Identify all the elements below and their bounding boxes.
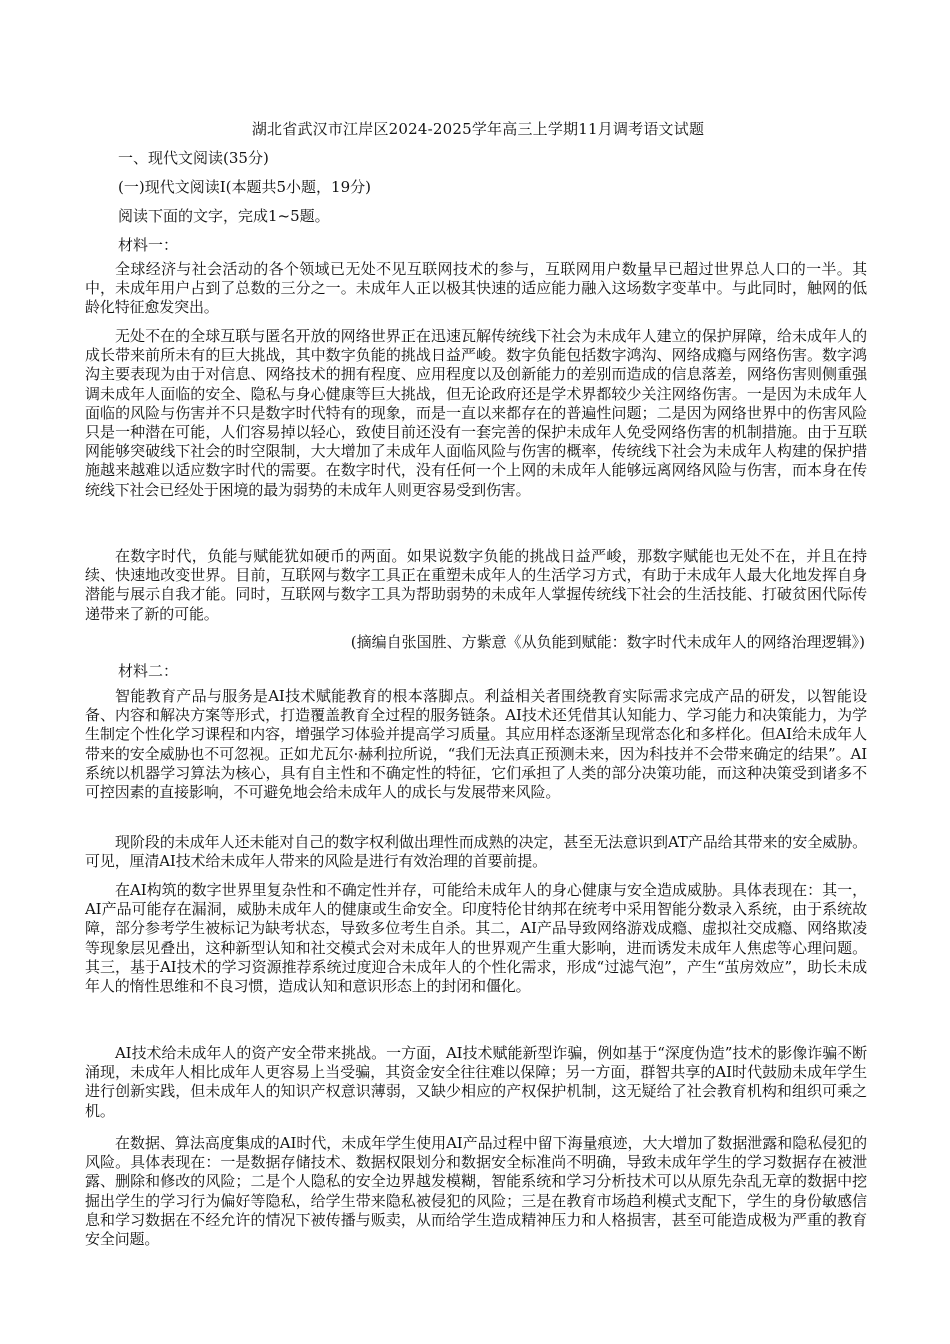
exam-title: 湖北省武汉市江岸区2024-2025学年高三上学期11月调考语文试题 xyxy=(251,120,705,138)
material-one-source: (摘编自张国胜、方紫意《从负能到赋能：数字时代未成年人的网络治理逻辑》) xyxy=(350,633,865,651)
material-two-paragraph: 智能教育产品与服务是AI技术赋能教育的根本落脚点。利益相关者围绕教育实际需求完成产品的研发，以智能设备、内容和解决方案等形式，打造覆盖教育全过程的服务链条。AI技术还凭借其认知能力、学习能力和决策能力，为学生制定个性化学习课程和内容，增强学习体验并提高学习质量。其应用样态逐渐呈现常态化和多样化。但AI给未成年人带来的安全威胁也不可忽视。正如尤瓦尔·赫利拉所说，“我们无法真正预测未来，因为科技并不会带来确定的结果”。AI系统以机器学习算法为核心，具有自主性和不确定性的特征，它们承担了人类的部分决策功能，而这种决策受到诸多不可控因素的直接影响，不可避免地会给未成年人的成长与发展带来风险。 xyxy=(85,687,867,802)
material-one-paragraph: 在数字时代，负能与赋能犹如硬币的两面。如果说数字负能的挑战日益严峻，那数字赋能也无处不在，并且在持续、快速地改变世界。目前，互联网与数字工具正在重塑未成年人的生活学习方式，有助于未成年人最大化地发挥自身潜能与展示自我才能。同时，互联网与数字工具为帮助弱势的未成年人掌握传统线下社会的生活技能、打破贫困代际传递带来了新的可能。 xyxy=(85,547,867,623)
material-two-label: 材料二： xyxy=(118,662,179,680)
material-one-paragraph: 无处不在的全球互联与匿名开放的网络世界正在迅速瓦解传统线下社会为未成年人建立的保护屏障，给未成年人的成长带来前所未有的巨大挑战，其中数字负能的挑战日益严峻。数字负能包括数字鸿沟、网络成瘾与网络伤害。数字鸿沟主要表现为由于对信息、网络技术的拥有程度、应用程度以及创新能力的差别而造成的信息落差，网络伤害则侧重强调未成年人面临的安全、隐私与身心健康等巨大挑战，但无论政府还是学术界都较少关注网络伤害。一是因为未成年人面临的风险与伤害并不只是数字时代特有的现象，而是一直以来都存在的普遍性问题；二是因为网络世界中的伤害风险只是一种潜在可能，人们容易掉以轻心，致使目前还没有一套完善的保护未成年人免受网络伤害的机制措施。由于互联网能够突破线下社会的时空限制，大大增加了未成年人面临风险与伤害的概率，传统线下社会为未成年人构建的保护措施越来越难以适应数字时代的需要。在数字时代，没有任何一个上网的未成年人能够远离网络风险与伤害，而本身在传统线下社会已经处于困境的最为弱势的未成年人则更容易受到伤害。 xyxy=(85,327,867,499)
material-one-label: 材料一： xyxy=(118,236,179,254)
subsection-heading: (一)现代文阅读Ⅰ(本题共5小题，19分) xyxy=(118,178,371,196)
material-two-paragraph: 现阶段的未成年人还未能对自己的数字权利做出理性而成熟的决定，甚至无法意识到AT产品给其带来的安全威胁。可见，厘清AI技术给未成年人带来的风险是进行有效治理的首要前提。 xyxy=(85,833,867,871)
material-two-paragraph: AI技术给未成年人的资产安全带来挑战。一方面，AI技术赋能新型诈骗，例如基于“深度伪造”技术的影像诈骗不断涌现，未成年人相比成年人更容易上当受骗，其资金安全往往难以保障；另一方面，群智共享的AI时代鼓励未成年学生进行创新实践，但未成年人的知识产权意识薄弱，又缺少相应的产权保护机制，这无疑给了社会教育机构和组织可乘之机。 xyxy=(85,1044,867,1120)
material-two-paragraph: 在AI构筑的数字世界里复杂性和不确定性并存，可能给未成年人的身心健康与安全造成威胁。具体表现在：其一，AI产品可能存在漏洞，威胁未成年人的健康或生命安全。印度特伦甘纳邦在统考中采用智能分数录入系统，由于系统故障，部分参考学生被标记为缺考状态，导致多位考生自杀。其二，AI产品导致网络游戏成瘾、虚拟社交成瘾、网络欺凌等现象层见叠出，这种新型认知和社交模式会对未成年人的世界观产生重大影响，进而诱发未成年人焦虑等心理问题。其三，基于AI技术的学习资源推荐系统过度迎合未成年人的个性化需求，形成“过滤气泡”，产生“茧房效应”，助长未成年人的惰性思维和不良习惯，造成认知和意识形态上的封闭和僵化。 xyxy=(85,881,867,996)
material-one-paragraph: 全球经济与社会活动的各个领域已无处不见互联网技术的参与，互联网用户数量早已超过世界总人口的一半。其中，未成年用户占到了总数的三分之一。未成年人正以极其快速的适应能力融入这场数字变革中。与此同时，触网的低龄化特征愈发突出。 xyxy=(85,260,867,317)
reading-instruction: 阅读下面的文字，完成1~5题。 xyxy=(118,207,330,225)
section-heading: 一、现代文阅读(35分) xyxy=(118,149,269,167)
material-two-paragraph: 在数据、算法高度集成的AI时代，未成年学生使用AI产品过程中留下海量痕迹，大大增加了数据泄露和隐私侵犯的风险。具体表现在：一是数据存储技术、数据权限划分和数据安全标准尚不明确，导致未成年学生的学习数据存在被泄露、删除和修改的风险；二是个人隐私的安全边界越发模糊，智能系统和学习分析技术可以从原先杂乱无章的数据中挖掘出学生的学习行为偏好等隐私，给学生带来隐私被侵犯的风险；三是在教育市场趋利模式支配下，学生的身份敏感信息和学习数据在不经允许的情况下被传播与贩卖，从而给学生造成精神压力和人格损害，甚至可能造成极为严重的教育安全问题。 xyxy=(85,1134,867,1249)
